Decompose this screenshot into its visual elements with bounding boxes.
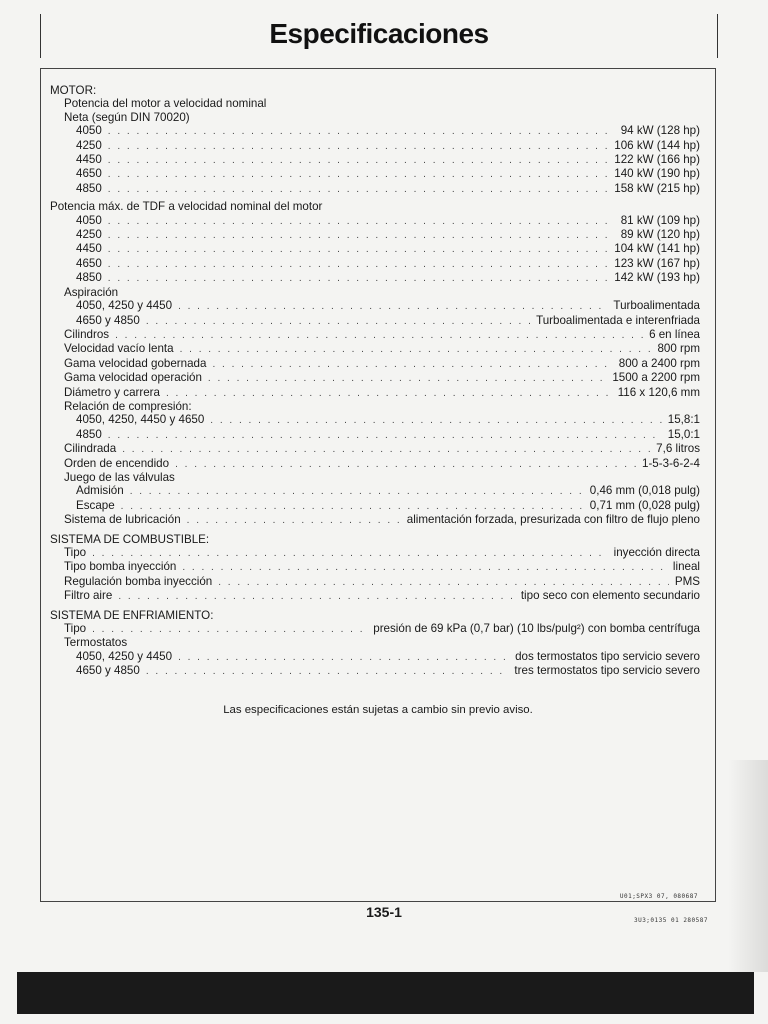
spec-row-value: 140 kW (190 hp) bbox=[614, 167, 700, 181]
leader-dots bbox=[92, 623, 367, 636]
leader-dots bbox=[108, 258, 608, 271]
spec-row bbox=[50, 484, 700, 498]
document-code-secondary: 3U3;0135 01 280587 bbox=[633, 917, 708, 924]
spec-row-label: Admisión bbox=[76, 484, 124, 498]
leader-dots bbox=[121, 500, 584, 513]
spec-row bbox=[50, 342, 700, 356]
spec-row-label: 4450 bbox=[76, 153, 102, 167]
aspiracion-label: Aspiración bbox=[64, 285, 119, 299]
spec-list bbox=[50, 84, 700, 679]
spec-row bbox=[50, 299, 700, 313]
spec-row-value: 158 kW (215 hp) bbox=[614, 181, 700, 195]
leader-dots bbox=[108, 168, 608, 181]
spec-row bbox=[50, 650, 700, 664]
spec-row bbox=[50, 513, 700, 527]
leader-dots bbox=[175, 458, 636, 471]
spec-row-value: Turboalimentada bbox=[613, 299, 700, 313]
spec-row-value: PMS bbox=[674, 574, 700, 588]
spec-row bbox=[50, 214, 700, 228]
spec-row-label: Cilindrada bbox=[64, 442, 117, 456]
spec-row-label: 4050, 4250 y 4450 bbox=[76, 299, 173, 313]
page-number: 135-1 bbox=[366, 904, 402, 920]
spec-row-label: Regulación bomba inyección bbox=[64, 574, 213, 588]
spec-row-label: Tipo bomba inyección bbox=[64, 560, 177, 574]
enfriamiento-section bbox=[50, 609, 700, 679]
spec-row-value: 116 x 120,6 mm bbox=[617, 385, 700, 399]
spec-row-label: 4650 y 4850 bbox=[76, 664, 140, 678]
spec-row-label: 4650 bbox=[76, 256, 102, 270]
spec-row bbox=[50, 328, 700, 342]
compresion-label: Relación de compresión: bbox=[64, 399, 192, 413]
spec-row-value: 0,46 mm (0,018 pulg) bbox=[589, 484, 700, 498]
spec-row bbox=[50, 386, 700, 400]
enfriamiento-heading: SISTEMA DE ENFRIAMIENTO: bbox=[50, 608, 214, 622]
leader-dots bbox=[115, 329, 643, 342]
spec-row-value: tipo seco con elemento secundario bbox=[520, 589, 700, 603]
spec-row-value: 15,8:1 bbox=[667, 413, 700, 427]
motor-section bbox=[50, 84, 700, 528]
combustible-section bbox=[50, 533, 700, 604]
leader-dots bbox=[108, 154, 608, 167]
leader-dots bbox=[218, 576, 669, 589]
spec-row bbox=[50, 357, 700, 371]
spec-row-value: presión de 69 kPa (0,7 bar) (10 lbs/pulg²) con bomba centrífuga bbox=[373, 622, 700, 636]
tdf-list bbox=[50, 214, 700, 286]
leader-dots bbox=[166, 387, 612, 400]
spec-row-label: 4650 y 4850 bbox=[76, 313, 140, 327]
spec-row bbox=[50, 622, 700, 636]
spec-row bbox=[50, 182, 700, 196]
spec-row-label: Gama velocidad operación bbox=[64, 371, 202, 385]
spec-row-value: inyección directa bbox=[613, 546, 700, 559]
spec-row bbox=[50, 139, 700, 153]
spec-row-value: 142 kW (193 hp) bbox=[614, 271, 700, 285]
leader-dots bbox=[108, 183, 608, 196]
leader-dots bbox=[180, 343, 652, 356]
leader-dots bbox=[210, 414, 661, 427]
spec-row bbox=[50, 575, 700, 589]
spec-row bbox=[50, 271, 700, 285]
spec-row-value: 94 kW (128 hp) bbox=[620, 124, 700, 138]
spec-row-label: Orden de encendido bbox=[64, 456, 170, 470]
spec-row-label: Filtro aire bbox=[64, 589, 113, 603]
spec-row-value: Turboalimentada e interenfriada bbox=[536, 313, 700, 327]
spec-row bbox=[50, 314, 700, 328]
spec-row-value: dos termostatos tipo servicio severo bbox=[515, 649, 700, 663]
spec-row-label: 4850 bbox=[76, 271, 102, 285]
tdf-label: Potencia máx. de TDF a velocidad nominal del motor bbox=[50, 200, 323, 214]
neta-list bbox=[50, 124, 700, 196]
leader-dots bbox=[108, 429, 662, 442]
spec-row-value: 800 rpm bbox=[657, 342, 700, 356]
leader-dots bbox=[130, 485, 584, 498]
leader-dots bbox=[212, 358, 612, 371]
spec-row-value: 800 a 2400 rpm bbox=[618, 356, 700, 370]
spec-row bbox=[50, 589, 700, 603]
spec-row-value: 0,71 mm (0,028 pulg) bbox=[589, 498, 700, 512]
spec-row-label: Velocidad vacío lenta bbox=[64, 342, 174, 356]
spec-row bbox=[50, 153, 700, 167]
spec-row-label: 4250 bbox=[76, 228, 102, 242]
leader-dots bbox=[108, 272, 608, 285]
leader-dots bbox=[118, 590, 515, 603]
leader-dots bbox=[108, 215, 615, 228]
potencia-label: Potencia del motor a velocidad nominal bbox=[64, 97, 267, 111]
leader-dots bbox=[146, 315, 530, 328]
combustible-heading: SISTEMA DE COMBUSTIBLE: bbox=[50, 532, 210, 546]
spec-row-value: 89 kW (120 hp) bbox=[620, 228, 700, 242]
leader-dots bbox=[108, 125, 615, 138]
spec-row bbox=[50, 457, 700, 471]
spec-row-label: 4050 bbox=[76, 213, 102, 227]
spec-row bbox=[50, 546, 700, 560]
spec-row bbox=[50, 413, 700, 427]
leader-dots bbox=[108, 243, 608, 256]
leader-dots bbox=[92, 547, 608, 560]
leader-dots bbox=[178, 300, 607, 313]
leader-dots bbox=[187, 514, 401, 527]
spec-row bbox=[50, 442, 700, 456]
spec-row-label: 4850 bbox=[76, 427, 102, 441]
page-title: Especificaciones bbox=[269, 18, 489, 49]
leader-dots bbox=[182, 561, 667, 574]
title-frame bbox=[40, 14, 718, 58]
spec-row bbox=[50, 664, 700, 678]
spec-row bbox=[50, 257, 700, 271]
disclaimer-note: Las especificaciones están sujetas a cambio sin previo aviso. bbox=[223, 704, 533, 716]
spec-row-label: Cilindros bbox=[64, 327, 110, 341]
spec-row-value: 15,0:1 bbox=[667, 427, 700, 441]
spec-row-value: 1500 a 2200 rpm bbox=[612, 371, 700, 385]
spec-row-label: 4050, 4250, 4450 y 4650 bbox=[76, 413, 205, 427]
spec-row bbox=[50, 499, 700, 513]
leader-dots bbox=[208, 372, 606, 385]
spec-row-value: 106 kW (144 hp) bbox=[614, 138, 700, 152]
spec-row-label: Gama velocidad gobernada bbox=[64, 356, 207, 370]
neta-label: Neta (según DIN 70020) bbox=[64, 110, 190, 124]
spec-row-value: 6 en línea bbox=[649, 327, 700, 341]
spec-row-label: Tipo bbox=[64, 546, 87, 559]
valvulas-label: Juego de las válvulas bbox=[64, 470, 175, 484]
spec-row-value: 7,6 litros bbox=[656, 442, 700, 456]
spec-row-value: lineal bbox=[672, 560, 700, 574]
spec-row-label: Diámetro y carrera bbox=[64, 385, 160, 399]
leader-dots bbox=[122, 443, 650, 456]
scan-bottom-bar bbox=[17, 972, 754, 1014]
spec-row-value: 123 kW (167 hp) bbox=[614, 256, 700, 270]
leader-dots bbox=[108, 140, 608, 153]
spec-row-label: 4050 bbox=[76, 124, 102, 138]
motor-heading: MOTOR: bbox=[50, 84, 97, 97]
document-code: U01;SPX3 07, 080687 bbox=[619, 893, 698, 900]
spec-row bbox=[50, 124, 700, 138]
spec-row-label: Sistema de lubricación bbox=[64, 513, 181, 527]
spec-row-value: 81 kW (109 hp) bbox=[620, 213, 700, 227]
spec-row-label: Tipo bbox=[64, 622, 87, 636]
spec-row bbox=[50, 371, 700, 385]
spec-row-value: 104 kW (141 hp) bbox=[614, 242, 700, 256]
spec-row-value: tres termostatos tipo servicio severo bbox=[514, 664, 700, 678]
spec-row bbox=[50, 167, 700, 181]
spec-row-label: 4250 bbox=[76, 138, 102, 152]
spec-row-value: alimentación forzada, presurizada con filtro de flujo pleno bbox=[406, 513, 700, 527]
spec-row bbox=[50, 228, 700, 242]
leader-dots bbox=[146, 665, 509, 678]
spec-row bbox=[50, 428, 700, 442]
spec-row-label: Escape bbox=[76, 498, 115, 512]
termostatos-label: Termostatos bbox=[64, 636, 128, 650]
spec-row-value: 122 kW (166 hp) bbox=[614, 153, 700, 167]
spec-row-label: 4050, 4250 y 4450 bbox=[76, 649, 173, 663]
spec-row bbox=[50, 560, 700, 574]
spec-row-label: 4650 bbox=[76, 167, 102, 181]
spec-row-value: 1-5-3-6-2-4 bbox=[642, 456, 700, 470]
spec-row-label: 4850 bbox=[76, 181, 102, 195]
spec-row bbox=[50, 242, 700, 256]
leader-dots bbox=[108, 229, 615, 242]
leader-dots bbox=[178, 651, 509, 664]
scan-shadow bbox=[728, 760, 768, 972]
spec-row-label: 4450 bbox=[76, 242, 102, 256]
